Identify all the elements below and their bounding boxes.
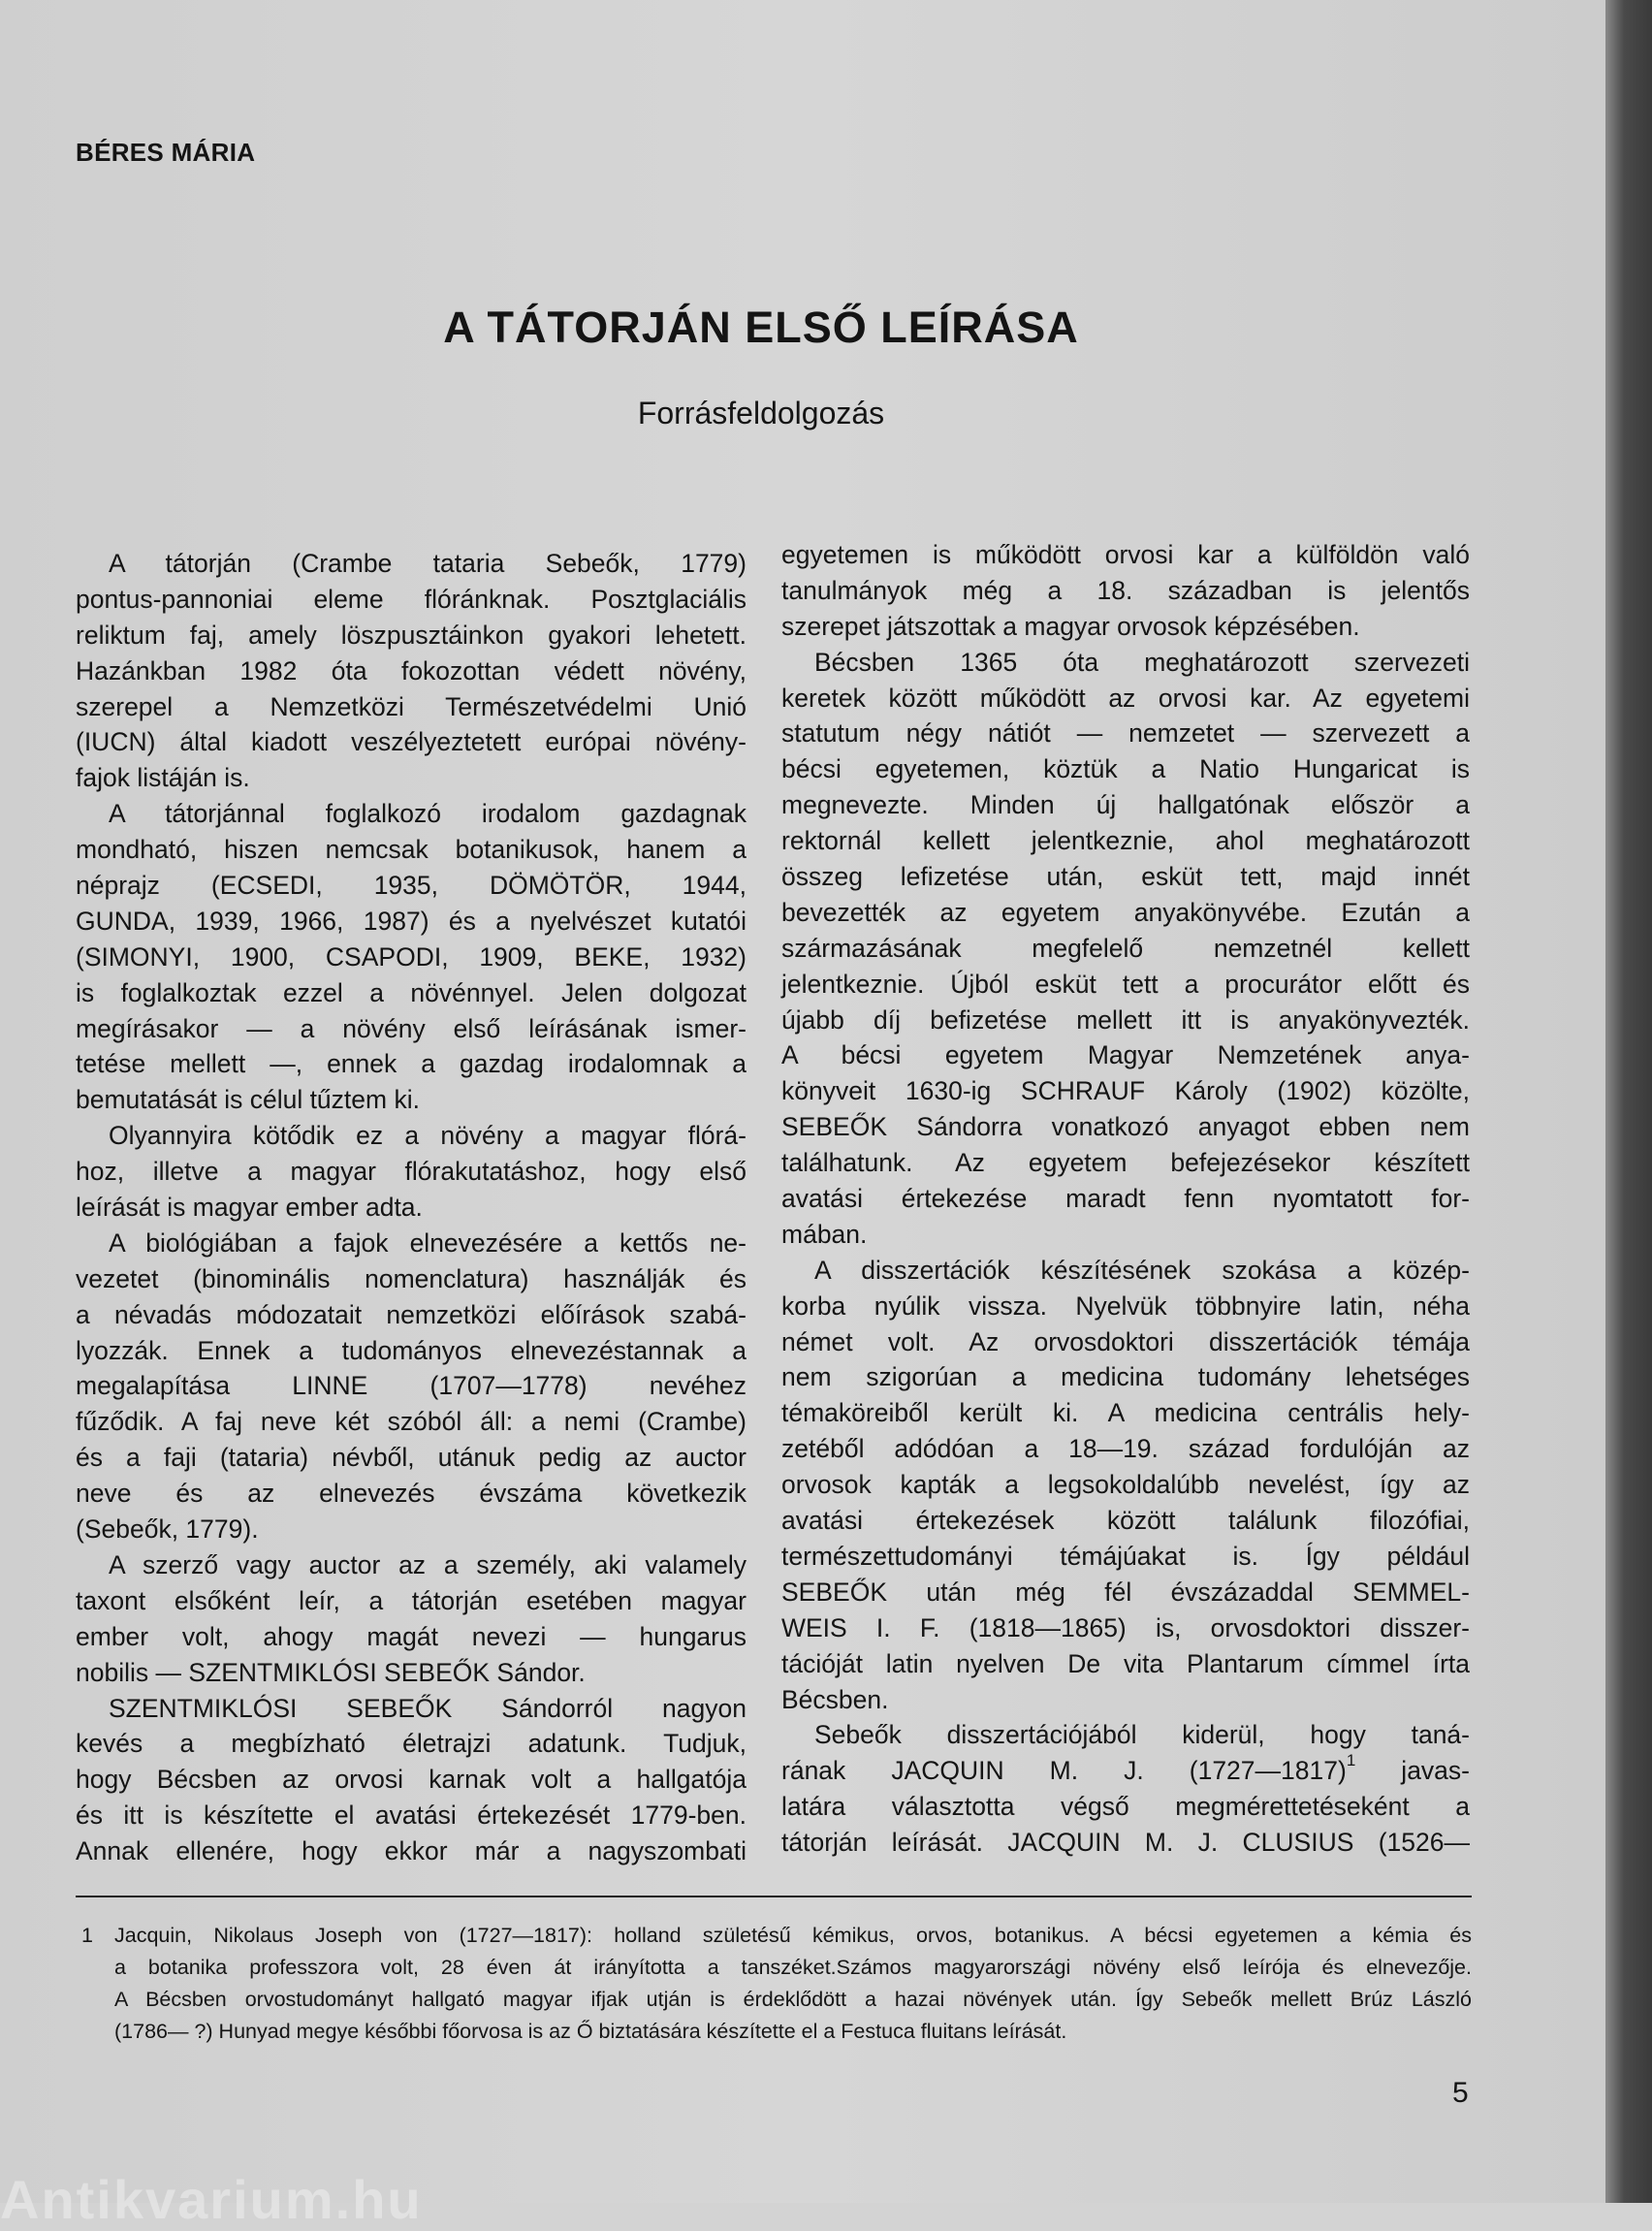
text-line bbox=[781, 1145, 1470, 1181]
line-text: és a faji (tataria) névből, utánuk pedig az auctor bbox=[76, 1443, 747, 1473]
footnote-line: A Bécsben orvostudományt hallgató magyar ifjak utján is érdeklődött a hazai növények után. Így Sebeők mellett Brúz László bbox=[114, 1988, 1472, 2011]
text-line bbox=[76, 1190, 747, 1226]
text-line bbox=[781, 1073, 1470, 1109]
text-line bbox=[781, 1539, 1470, 1575]
text-line bbox=[76, 1833, 747, 1869]
text-line bbox=[76, 1226, 747, 1261]
line-text: tanulmányok még a 18. században is jelentős bbox=[781, 575, 1470, 605]
text-line bbox=[76, 1655, 747, 1691]
line-text: megírásakor — a növény első leírásának ismer- bbox=[76, 1013, 747, 1043]
line-text: A biológiában a fajok elnevezésére a kettős ne- bbox=[109, 1227, 747, 1258]
text-line bbox=[76, 1261, 747, 1297]
text-line bbox=[781, 609, 1470, 645]
text-line bbox=[76, 1476, 747, 1512]
line-text: lyozzák. Ennek a tudományos elnevezéstannak a bbox=[76, 1335, 747, 1365]
line-text: Bécsben. bbox=[781, 1684, 889, 1714]
line-text: rának JACQUIN M. J. (1727—1817) bbox=[781, 1756, 1347, 1786]
line-text: avatási értekezése maradt fenn nyomtatott for- bbox=[781, 1184, 1470, 1214]
line-text: taxont elsőként leír, a tátorján esetében magyar bbox=[76, 1585, 747, 1615]
line-text: neve és az elnevezés évszáma következik bbox=[76, 1479, 747, 1509]
text-line bbox=[76, 582, 747, 618]
text-line bbox=[76, 1762, 747, 1798]
text-line bbox=[781, 1359, 1470, 1395]
line-text: Olyannyira kötődik ez a növény a magyar flórá- bbox=[109, 1121, 747, 1151]
line-text: bemutatását is célul tűztem ki. bbox=[76, 1085, 420, 1115]
text-line bbox=[76, 1798, 747, 1833]
line-text: összeg lefizetése után, esküt tett, majd innét bbox=[781, 862, 1470, 892]
text-line bbox=[781, 1825, 1470, 1861]
author-name: BÉRES MÁRIA bbox=[76, 138, 256, 167]
text-line bbox=[781, 1109, 1470, 1145]
text-line bbox=[76, 724, 747, 760]
text-line bbox=[76, 1512, 747, 1547]
text-line bbox=[76, 1154, 747, 1190]
line-text: származásának megfelelő nemzetnél kellett bbox=[781, 933, 1470, 963]
watermark: Antikvarium.hu bbox=[0, 2169, 423, 2230]
page-edge-shadow bbox=[1605, 0, 1652, 2203]
line-text: leírását is magyar ember adta. bbox=[76, 1193, 423, 1223]
line-text: vezetet (binominális nomenclatura) használják és bbox=[76, 1263, 747, 1293]
left-column bbox=[76, 546, 747, 1869]
line-text: német volt. Az orvosdoktori disszertációk témája bbox=[781, 1326, 1470, 1356]
line-text: zetéből adódóan a 18—19. század fordulóján az bbox=[781, 1434, 1470, 1464]
line-text: A szerző vagy auctor az a személy, aki valamely bbox=[109, 1549, 747, 1579]
text-line bbox=[76, 1011, 747, 1047]
line-text: (Sebeők, 1779). bbox=[76, 1514, 259, 1545]
line-text: (IUCN) által kiadott veszélyeztetett európai növény- bbox=[76, 727, 747, 757]
line-text: SZENTMIKLÓSI SEBEŐK Sándorról nagyon bbox=[109, 1693, 747, 1723]
text-line bbox=[781, 716, 1470, 751]
line-text: orvosok kapták a legsokoldalúbb nevelést, így az bbox=[781, 1470, 1470, 1500]
text-line bbox=[781, 573, 1470, 609]
line-text: megnevezte. Minden új hallgatónak először a bbox=[781, 790, 1470, 820]
text-line bbox=[781, 823, 1470, 859]
line-text: mondható, hiszen nemcsak botanikusok, hanem a bbox=[76, 835, 747, 865]
text-line bbox=[76, 1691, 747, 1727]
footnote bbox=[81, 1920, 1472, 2048]
text-line bbox=[781, 1467, 1470, 1503]
line-text: kevés a megbízható életrajzi adatunk. Tudjuk, bbox=[76, 1729, 747, 1759]
text-line bbox=[76, 760, 747, 796]
line-text: újabb díj befizetése mellett itt is anyakönyvezték. bbox=[781, 1004, 1470, 1035]
text-line bbox=[781, 1646, 1470, 1682]
line-text: a névadás módozatait nemzetközi előírások szabá- bbox=[76, 1299, 747, 1329]
article-subtitle: Forrásfeldolgozás bbox=[637, 396, 885, 430]
page-number: 5 bbox=[1452, 2077, 1469, 2109]
line-text: statutum négy nátiót — nemzetet — szervezett a bbox=[781, 718, 1470, 749]
line-text: A bécsi egyetem Magyar Nemzetének anya- bbox=[781, 1040, 1470, 1070]
line-text: A disszertációk készítésének szokása a közép- bbox=[814, 1255, 1470, 1285]
text-line bbox=[76, 618, 747, 653]
line-text: jelentkeznie. Újból esküt tett a procurátor előtt és bbox=[781, 969, 1470, 999]
text-line bbox=[76, 1297, 747, 1333]
text-line bbox=[781, 787, 1470, 823]
text-line bbox=[781, 537, 1470, 573]
line-text: könyveit 1630-ig SCHRAUF Károly (1902) közölte, bbox=[781, 1076, 1470, 1106]
text-line bbox=[76, 1046, 747, 1082]
footnote-divider bbox=[76, 1896, 1472, 1897]
line-text: keretek között működött az orvosi kar. Az egyetemi bbox=[781, 683, 1470, 713]
line-text: fajok listáján is. bbox=[76, 763, 250, 793]
text-line bbox=[781, 1289, 1470, 1324]
text-line bbox=[76, 796, 747, 832]
text-line bbox=[781, 1789, 1470, 1825]
text-line bbox=[781, 1181, 1470, 1217]
text-line bbox=[76, 1368, 747, 1404]
line-text: (SIMONYI, 1900, CSAPODI, 1909, BEKE, 1932) bbox=[76, 941, 747, 972]
text-line bbox=[76, 1619, 747, 1655]
text-line bbox=[781, 1324, 1470, 1360]
line-text: latára választotta végső megmérettetéseként a bbox=[781, 1792, 1470, 1822]
text-line bbox=[781, 1575, 1470, 1610]
line-text: fűződik. A faj neve két szóból áll: a nemi (Crambe) bbox=[76, 1407, 747, 1437]
text-line bbox=[76, 1440, 747, 1476]
text-line bbox=[781, 1003, 1470, 1038]
footnote-line: (1786— ?) Hunyad megye későbbi főorvosa is az Ő biztatására készítette el a Festuca fluitans leírását. bbox=[114, 2020, 1067, 2043]
line-text: avatási értekezések között találunk filozófiai, bbox=[781, 1506, 1470, 1536]
text-line bbox=[781, 967, 1470, 1003]
line-text: rektornál kellett jelentkeznie, ahol meghatározott bbox=[781, 826, 1470, 856]
text-line bbox=[781, 1753, 1470, 1789]
text-line bbox=[76, 940, 747, 975]
text-line bbox=[781, 895, 1470, 931]
text-line bbox=[76, 1726, 747, 1762]
line-text: néprajz (ECSEDI, 1935, DÖMÖTÖR, 1944, bbox=[76, 871, 747, 901]
line-text: Sebeők disszertációjából kiderül, hogy taná- bbox=[814, 1720, 1470, 1750]
line-text: WEIS I. F. (1818—1865) is, orvosdoktori disszer- bbox=[781, 1612, 1470, 1642]
line-text: Hazánkban 1982 óta fokozottan védett növény, bbox=[76, 655, 747, 685]
text-line bbox=[781, 1503, 1470, 1539]
line-text: SEBEŐK Sándorra vonatkozó anyagot ebben nem bbox=[781, 1112, 1470, 1142]
line-text: hogy Bécsben az orvosi karnak volt a hallgatója bbox=[76, 1765, 747, 1795]
text-line bbox=[76, 653, 747, 689]
right-column bbox=[781, 537, 1470, 1861]
text-line bbox=[781, 1253, 1470, 1289]
line-text: is foglalkoztak ezzel a növénnyel. Jelen dolgozat bbox=[76, 977, 747, 1007]
footnote-number: 1 bbox=[81, 1924, 93, 1947]
line-text: természettudományi témájúakat is. Így például bbox=[781, 1541, 1470, 1571]
text-line bbox=[76, 546, 747, 582]
line-text: A tátorjánnal foglalkozó irodalom gazdagnak bbox=[109, 799, 747, 829]
line-text: szerepet játszottak a magyar orvosok képzésében. bbox=[781, 611, 1360, 641]
text-line bbox=[76, 868, 747, 904]
line-text: nem szigorúan a medicina tudomány lehetséges bbox=[781, 1362, 1470, 1392]
line-text: javas- bbox=[1355, 1756, 1470, 1786]
text-line bbox=[781, 681, 1470, 717]
line-text: tátorján leírását. JACQUIN M. J. CLUSIUS (1526— bbox=[781, 1828, 1470, 1858]
text-line bbox=[781, 1431, 1470, 1467]
line-text: korba nyúlik vissza. Nyelvük többnyire latin, néha bbox=[781, 1291, 1470, 1321]
line-text: és itt is készítette el avatási értekezését 1779-ben. bbox=[76, 1801, 747, 1831]
line-text: pontus-pannoniai eleme flóránknak. Posztglaciális bbox=[76, 584, 747, 614]
text-line bbox=[781, 859, 1470, 895]
line-text: nobilis — SZENTMIKLÓSI SEBEŐK Sándor. bbox=[76, 1657, 586, 1687]
footnote-line: Jacquin, Nikolaus Joseph von (1727—1817): holland születésű kémikus, orvos, botanikus. A bécsi egyetemen a kémia és bbox=[114, 1924, 1472, 1947]
text-line bbox=[76, 689, 747, 725]
text-line bbox=[76, 1404, 747, 1440]
line-text: szerepel a Nemzetközi Természetvédelmi Unió bbox=[76, 691, 747, 721]
footnote-line: a botanika professzora volt, 28 éven át irányította a tanszéket.Számos magyarországi növény első leírója és elnevezője. bbox=[114, 1956, 1472, 1979]
text-line bbox=[781, 1610, 1470, 1646]
text-line bbox=[781, 645, 1470, 681]
text-line bbox=[76, 975, 747, 1011]
text-line bbox=[76, 832, 747, 868]
line-text: témaköreiből került ki. A medicina centrális hely- bbox=[781, 1398, 1470, 1428]
line-text: mában. bbox=[781, 1219, 868, 1249]
text-line bbox=[781, 1217, 1470, 1253]
line-text: tációját latin nyelven De vita Plantarum címmel írta bbox=[781, 1648, 1470, 1678]
text-line bbox=[781, 1717, 1470, 1753]
line-text: hoz, illetve a magyar flórakutatáshoz, hogy első bbox=[76, 1157, 747, 1187]
line-text: Annak ellenére, hogy ekkor már a nagyszombati bbox=[76, 1836, 747, 1866]
line-text: találhatunk. Az egyetem befejezésekor készített bbox=[781, 1148, 1470, 1178]
line-text: bevezették az egyetem anyakönyvébe. Ezután a bbox=[781, 897, 1470, 927]
line-text: A tátorján (Crambe tataria Sebeők, 1779) bbox=[109, 549, 747, 578]
text-line bbox=[76, 1333, 747, 1369]
line-text: GUNDA, 1939, 1966, 1987) és a nyelvészet kutatói bbox=[76, 906, 747, 936]
text-line bbox=[781, 1037, 1470, 1073]
line-text: egyetemen is működött orvosi kar a külföldön való bbox=[781, 540, 1470, 569]
footnote-reference: 1 bbox=[1346, 1751, 1356, 1770]
text-line bbox=[781, 1395, 1470, 1431]
text-line bbox=[76, 904, 747, 940]
line-text: SEBEŐK után még fél évszázaddal SEMMEL- bbox=[781, 1577, 1470, 1607]
line-text: bécsi egyetemen, köztük a Natio Hungaricat is bbox=[781, 754, 1470, 784]
line-text: reliktum faj, amely löszpusztáinkon gyakori lehetett. bbox=[76, 620, 747, 650]
line-text: tetése mellett —, ennek a gazdag irodalomnak a bbox=[76, 1049, 747, 1079]
line-text: megalapítása LINNE (1707—1778) nevéhez bbox=[76, 1371, 747, 1401]
text-line bbox=[781, 931, 1470, 967]
text-line bbox=[781, 751, 1470, 787]
text-line bbox=[76, 1082, 747, 1118]
line-text: ember volt, ahogy magát nevezi — hungarus bbox=[76, 1621, 747, 1651]
text-line bbox=[76, 1547, 747, 1583]
text-line bbox=[781, 1682, 1470, 1718]
text-line bbox=[76, 1118, 747, 1154]
article-title: A TÁTORJÁN ELSŐ LEÍRÁSA bbox=[443, 303, 1079, 352]
line-text: Bécsben 1365 óta meghatározott szervezeti bbox=[814, 647, 1470, 677]
text-line bbox=[76, 1583, 747, 1619]
